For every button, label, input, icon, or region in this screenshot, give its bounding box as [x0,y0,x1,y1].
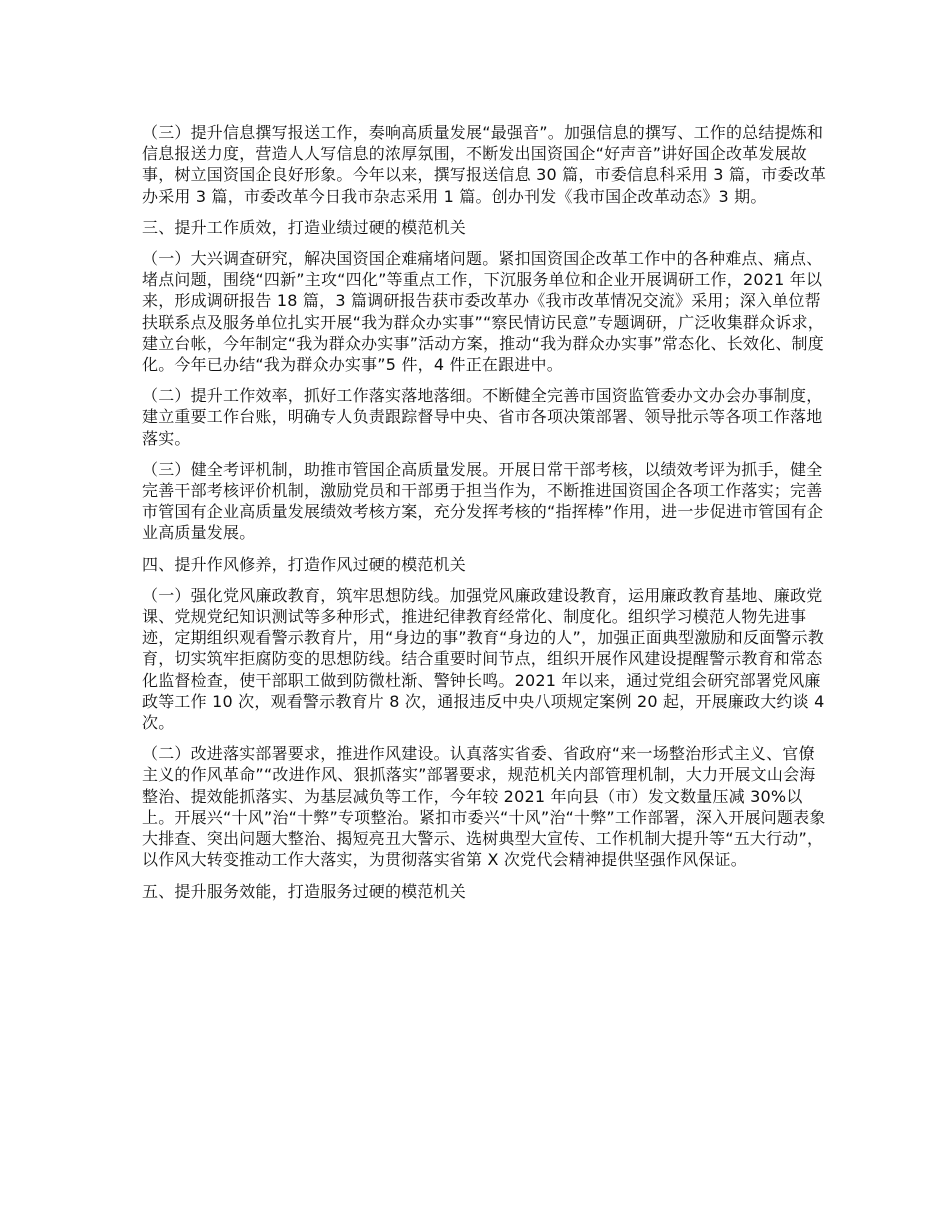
section-heading-3: 三、提升工作质效，打造业绩过硬的模范机关 [142,217,467,237]
section-heading-5: 五、提升服务效能，打造服务过硬的模范机关 [142,881,467,901]
paragraph-work-style: （二）改进落实部署要求，推进作风建设。认真落实省委、省政府“来一场整治形式主义、官僚主义的作风革命”“改进作风、狠抓落实”部署要求，规范机关内部管理机制，大力开展文山会海整治、提效能抓落实、为基层减负等工作，今年较 2021 年向县（市）发文数量压减 30%以上。开展兴“十风”治“十弊”专项整治。紧扣市委兴“十风”治“十弊”工作部署，深入开展问题表象大排查、突出问题大整治、揭短亮丑大警示、选树典型大宣传、工作机制大提升等“五大行动”，以作风大转变推动工作大落实，为贯彻落实省第 X 次党代会精神提供坚强作风保证。 [142,744,826,870]
paragraph-info-reporting: （三）提升信息撰写报送工作，奏响高质量发展“最强音”。加强信息的撰写、工作的总结提炼和信息报送力度，营造人人写信息的浓厚氛围，不断发出国资国企“好声音”讲好国企改革发展故事，树立国资国企良好形象。今年以来，撰写报送信息 30 篇，市委信息科采用 3 篇，市委改革办采用 3 篇，市委改革今日我市杂志采用 1 篇。创办刊发《我市国企改革动态》3 期。 [142,123,827,206]
paragraph-evaluation: （三）健全考评机制，助推市管国企高质量发展。开展日常干部考核，以绩效考评为抓手，健全完善干部考核评价机制，激励党员和干部勇于担当作为，不断推进国资国企各项工作落实；完善市管国有企业高质量发展绩效考核方案，充分发挥考核的“指挥棒”作用，进一步促进市管国有企业高质量发展。 [142,459,824,543]
paragraph-integrity-education: （一）强化党风廉政教育，筑牢思想防线。加强党风廉政建设教育，运用廉政教育基地、廉政党课、党规党纪知识测试等多种形式，推进纪律教育经常化、制度化。组织学习模范人物先进事迹，定期组织观看警示教育片，用“身边的事”教育“身边的人”，加强正面典型激励和反面警示教育，切实筑牢拒腐防变的思想防线。结合重要时间节点，组织开展作风建设提醒警示教育和常态化监督检查，使干部职工做到防微杜渐、警钟长鸣。2021 年以来，通过党组会研究部署党风廉政等工作 10 次，观看警示教育片 8 次，通报违反中央八项规定案例 20 起，开展廉政大约谈 4 次。 [142,585,825,733]
section-heading-4: 四、提升作风修养，打造作风过硬的模范机关 [142,554,467,574]
paragraph-efficiency: （二）提升工作效率，抓好工作落实落地落细。不断健全完善市国资监管委办文办会办事制度，建立重要工作台账，明确专人负责跟踪督导中央、省市各项决策部署、领导批示等各项工作落地落实。 [142,386,823,448]
document-page [142,122,828,912]
paragraph-research: （一）大兴调查研究，解决国资国企难痛堵问题。紧扣国资国企改革工作中的各种难点、痛点、堵点问题，围绕“四新”主攻“四化”等重点工作，下沉服务单位和企业开展调研工作，2021 年以来，形成调研报告 18 篇，3 篇调研报告获市委改革办《我市改革情况交流》采用；深入单位帮扶联系点及服务单位扎实开展“我为群众办实事”“察民情访民意”专题调研，广泛收集群众诉求，建立台帐，今年制定“我为群众办实事”活动方案，推动“我为群众办实事”常态化、长效化、制度化。今年已办结“我为群众办实事”5 件，4 件正在跟进中。 [142,249,824,375]
